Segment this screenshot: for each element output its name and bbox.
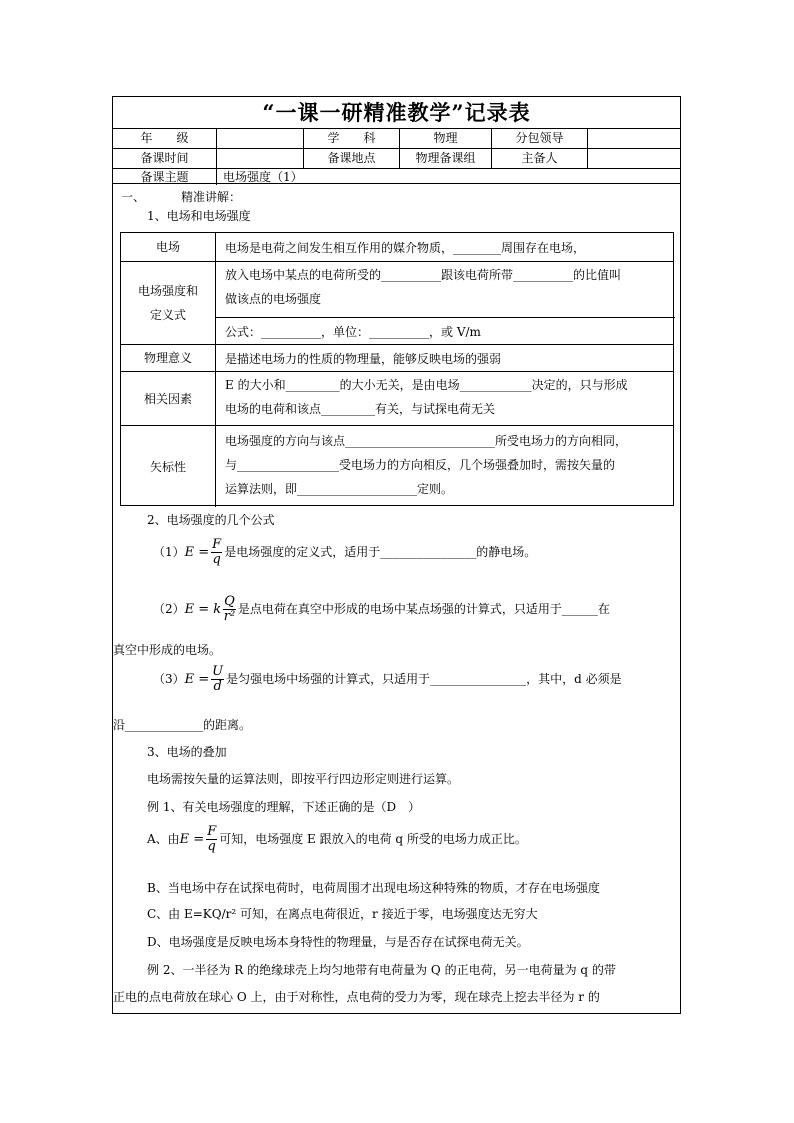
option-c: C、由 E=KQ/r² 可知，在离点电荷很近，r 接近于零，电场强度达无穷大: [147, 907, 538, 921]
formula-1-lhs: E =: [184, 545, 210, 560]
table-row: [121, 426, 673, 507]
formula-3-cont: 沿_____________的距离。: [113, 718, 252, 732]
grade-label: 年 级: [113, 129, 217, 148]
formula-3-denominator: d: [213, 679, 222, 694]
option-a-lhs: E =: [179, 832, 205, 847]
row-text: 运算法则，即____________________定则。: [225, 482, 454, 496]
subheading-1: 1、电场和电场强度: [147, 209, 251, 223]
place-label: 备课地点: [304, 149, 400, 168]
formula-2-denominator: r²: [223, 609, 236, 624]
time-label: 备课时间: [113, 149, 217, 168]
formula-2-text: 是点电荷在真空中形成的电场中某点场强的计算式，只适用于______在: [237, 602, 610, 616]
formula-3-lhs: E =: [184, 672, 210, 687]
table-row: [121, 262, 673, 345]
formula-3-fraction: [211, 665, 224, 694]
option-a: [147, 825, 527, 854]
formula-1-text: 是电场强度的定义式，适用于________________的静电场。: [224, 545, 537, 559]
row-label-a: 电场强度和: [137, 284, 198, 298]
formula-3-numerator: U: [212, 664, 224, 679]
leader-value[interactable]: [588, 129, 680, 148]
option-b: B、当电场中存在试探电荷时，电荷周围才出现电场这种特殊的物质，才存在电场强度: [147, 881, 600, 895]
subheading-3: 3、电场的叠加: [147, 745, 227, 759]
row-label: 相关因素: [121, 372, 216, 425]
sub-divider: [216, 317, 675, 318]
header-row-1: [113, 129, 680, 149]
formula-2-cont: 真空中形成的电场。: [113, 643, 222, 657]
option-a-denominator: q: [207, 839, 216, 854]
formula-1-denominator: q: [212, 552, 221, 567]
row-label: [121, 262, 216, 344]
formula-3-num: （3）: [153, 672, 185, 686]
topic-divider: [113, 183, 680, 184]
row-label: 电场: [121, 233, 216, 261]
record-form: [112, 96, 681, 1014]
topic-value: 电场强度（1）: [223, 170, 303, 184]
grade-value[interactable]: [217, 129, 304, 148]
formula-3: [153, 665, 622, 694]
row-text: 做该点的电场强度: [225, 292, 322, 306]
subject-label: 学 科: [304, 129, 400, 148]
row-label: 矢标性: [121, 426, 216, 507]
row-label: 物理意义: [121, 345, 216, 371]
formula-1-numerator: F: [212, 537, 222, 552]
formula-2-num: （2）: [153, 602, 185, 616]
formula-1: [153, 538, 536, 567]
formula-1-fraction: [211, 538, 222, 567]
row-text: E 的大小和_________的大小无关，是由电场____________决定的，只与形成: [225, 378, 628, 392]
example-1: 例 1、有关电场强度的理解，下述正确的是（D ）: [147, 800, 421, 814]
paragraph-superposition: 电场需按矢量的运算法则，即按平行四边形定则进行运算。: [147, 772, 460, 786]
place-value: 物理备课组: [400, 149, 492, 168]
header-row-2: [113, 149, 680, 169]
page-title: “一课一研精准教学”记录表: [113, 97, 680, 129]
table-row: [121, 345, 673, 372]
example-2-line-1: 例 2、一半径为 R 的绝缘球壳上均匀地带有电荷量为 Q 的正电荷，另一电荷量为 q 的带: [147, 963, 616, 977]
example-2-line-2: 正电的点电荷放在球心 O 上，由于对称性，点电荷的受力为零，现在球壳上挖去半径为 r 的: [113, 990, 600, 1004]
formula-1-num: （1）: [153, 545, 185, 559]
formula-2-lhs: E = k: [184, 602, 222, 617]
subheading-2: 2、电场强度的几个公式: [147, 513, 275, 527]
option-a-text: 可知，电场强度 E 跟放入的电荷 q 所受的电场力成正比。: [219, 832, 527, 846]
field-table: [120, 232, 674, 506]
row-label-b: 定义式: [149, 308, 186, 322]
option-a-numerator: F: [207, 824, 217, 839]
row-text: 电场强度的方向与该点_________________________所受电场力的方向相同，: [225, 434, 628, 448]
row-text: 与_________________受电场力的方向相反，几个场强叠加时，需按矢量的: [225, 458, 616, 472]
formula-text: 公式：__________，单位：__________，或 V/m: [225, 325, 481, 339]
time-value[interactable]: [217, 149, 304, 168]
subject-value: 物理: [400, 129, 492, 148]
table-row: [121, 233, 673, 262]
option-d: D、电场强度是反映电场本身特性的物理量，与是否存在试探电荷无关。: [147, 935, 529, 949]
section-1: [121, 188, 241, 205]
formula-2: [153, 595, 610, 624]
row-text: 电场是电荷之间发生相互作用的媒介物质，________周围存在电场，: [225, 241, 586, 255]
leader-label: 分包领导: [492, 129, 588, 148]
row-text: 是描述电场力的性质的物理量，能够反映电场的强弱: [225, 352, 502, 366]
main-label: 主备人: [492, 149, 588, 168]
formula-2-numerator: Q: [224, 594, 235, 609]
topic-label: 备课主题: [113, 169, 217, 185]
formula-3-text: 是匀强电场中场强的计算式，只适用于________________，其中，d 必须是: [226, 672, 622, 686]
option-a-prefix: A、由: [147, 832, 180, 846]
section-1-title: 精准讲解：: [181, 190, 242, 204]
main-value[interactable]: [588, 149, 680, 168]
section-1-num: 一、: [121, 190, 146, 204]
row-text: 电场的电荷和该点_________有关，与试探电荷无关: [225, 402, 496, 416]
option-a-fraction: [206, 825, 217, 854]
formula-2-fraction: [223, 595, 236, 624]
row-text: 放入电场中某点的电荷所受的__________跟该电荷所带__________的比值叫: [225, 268, 622, 282]
table-row: [121, 372, 673, 426]
